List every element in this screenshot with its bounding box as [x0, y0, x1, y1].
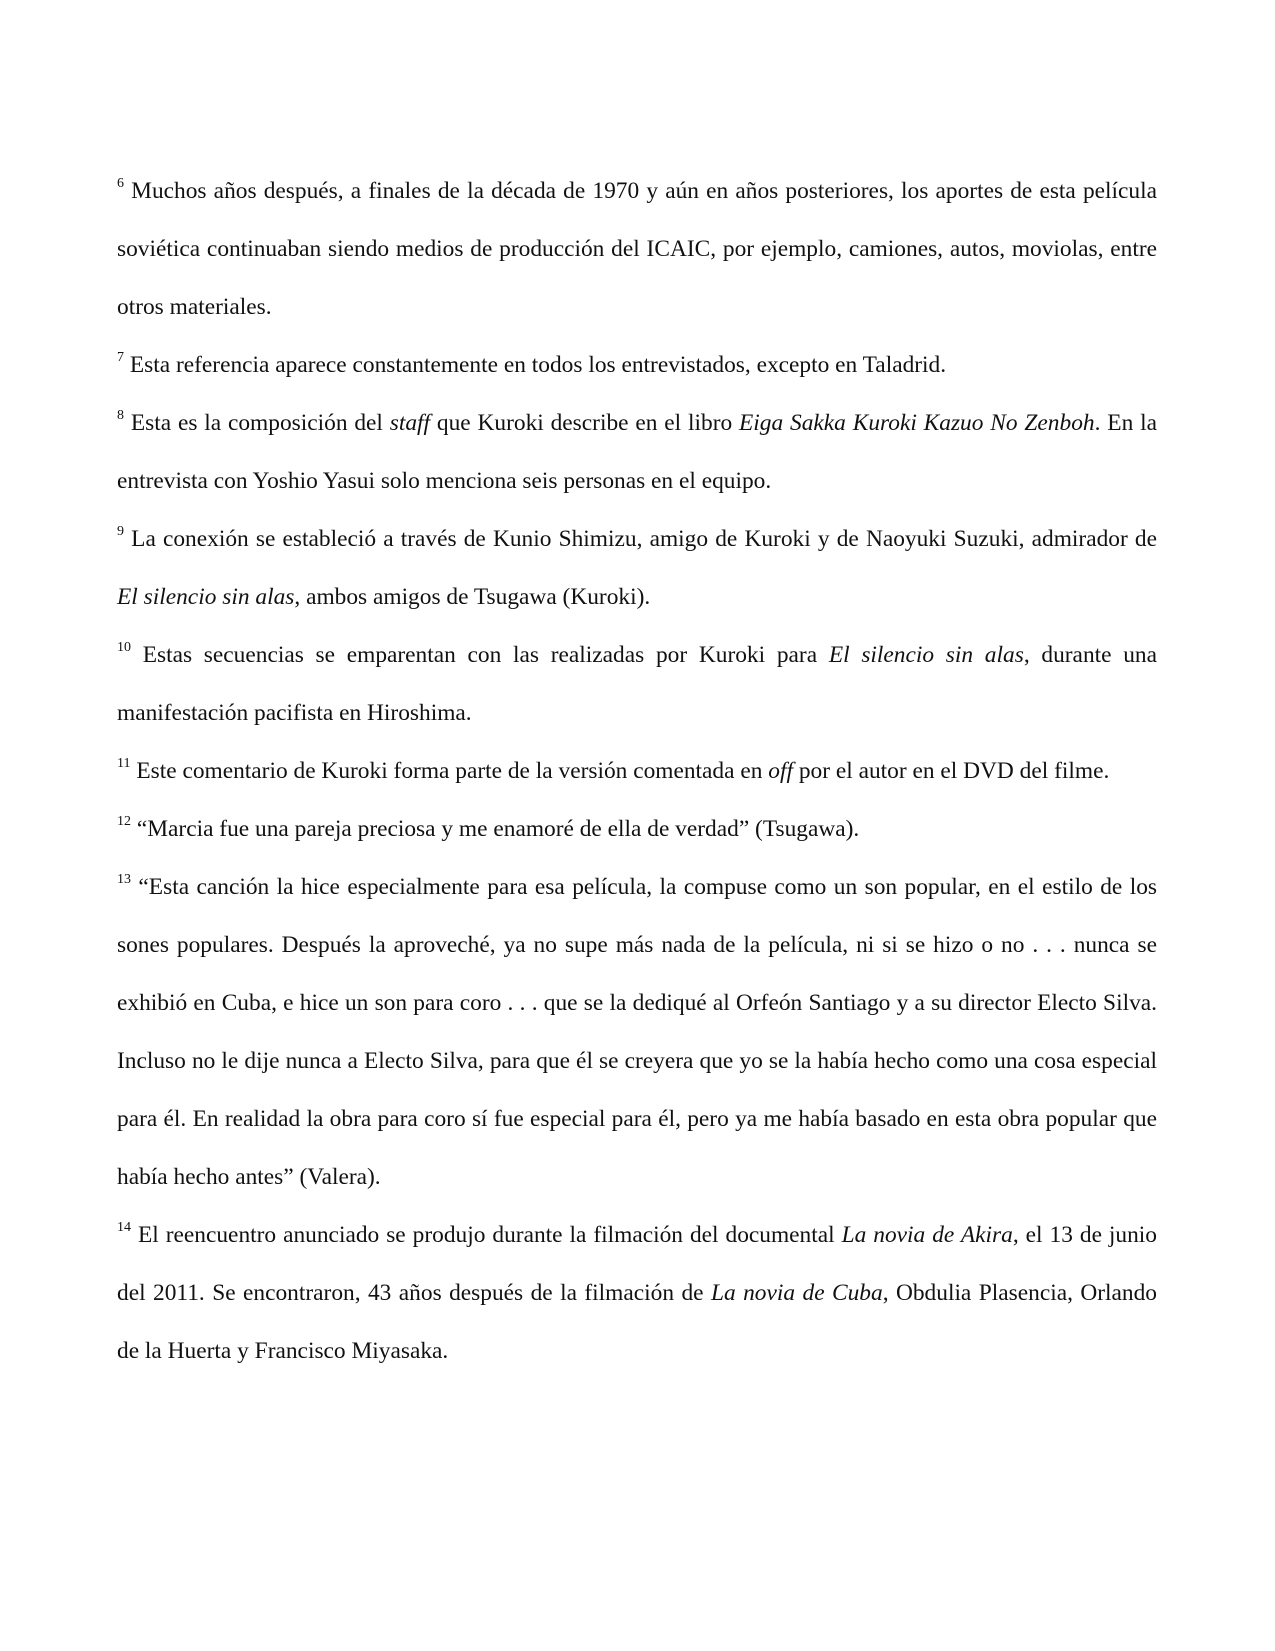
footnote-italic-term: off: [768, 758, 793, 784]
footnote: [117, 336, 1157, 394]
footnote-text: que Kuroki describe en el libro: [430, 410, 740, 436]
footnote-film-title: El silencio sin alas: [828, 642, 1024, 668]
footnote: [117, 858, 1157, 1206]
footnote-text: , Obdulia Plasencia, Orlando de la Huerta y Francisco Miyasaka.: [117, 1280, 1157, 1364]
footnote-text: Esta referencia aparece constantemente en todos los entrevistados, excepto en Taladrid.: [124, 352, 947, 378]
footnote-text: “Marcia fue una pareja preciosa y me enamoré de ella de verdad” (Tsugawa).: [131, 816, 860, 842]
footnote: [117, 394, 1157, 510]
footnote-number: 6: [117, 176, 124, 192]
footnote-book-title: Eiga Sakka Kuroki Kazuo No Zenboh: [739, 410, 1095, 436]
footnote-text: Esta es la composición del: [124, 410, 390, 436]
footnote-text: , ambos amigos de Tsugawa (Kuroki).: [294, 584, 651, 610]
footnote-text: El reencuentro anunciado se produjo durante la filmación del documental: [131, 1222, 842, 1248]
footnote-film-title: La novia de Cuba: [710, 1280, 883, 1306]
footnotes-page: [117, 162, 1157, 1380]
footnote-text: “Esta canción la hice especialmente para esa película, la compuse como un son popular, en el estilo de los sones populares. Después la aproveché, ya no supe más nada de la película, ni si se hizo o no . . . nunca se exhibió en Cuba, e hice un son para coro . . . que se la dediqué al Orfeón Santiago y a su director Electo Silva. Incluso no le dije nunca a Electo Silva, para que él se creyera que yo se la había hecho como una cosa especial para él. En realidad la obra para coro sí fue especial para él, pero ya me había basado en esta obra popular que había hecho antes” (Valera).: [117, 874, 1157, 1190]
footnote-text: Estas secuencias se emparentan con las realizadas por Kuroki para: [131, 642, 829, 668]
footnote: [117, 510, 1157, 626]
footnote: [117, 800, 1157, 858]
footnote-number: 12: [117, 814, 131, 830]
footnote-number: 7: [117, 350, 124, 366]
footnote-text: . En la entrevista con Yoshio Yasui solo menciona seis personas en el equipo.: [117, 410, 1157, 494]
footnote: [117, 1206, 1157, 1380]
footnote-number: 11: [117, 756, 131, 772]
footnote-number: 13: [117, 872, 131, 888]
footnote-text: , durante una manifestación pacifista en Hiroshima.: [117, 642, 1158, 726]
footnote-text: , el 13 de junio del 2011. Se encontraron, 43 años después de la filmación de: [117, 1222, 1158, 1306]
footnote: [117, 162, 1157, 336]
footnote-number: 8: [117, 408, 124, 424]
footnote-text: Este comentario de Kuroki forma parte de la versión comentada en: [130, 758, 769, 784]
footnote-text: Muchos años después, a finales de la década de 1970 y aún en años posteriores, los aportes de esta película soviética continuaban siendo medios de producción del ICAIC, por ejemplo, camiones, autos, moviolas, entre otros materiales.: [117, 178, 1157, 320]
footnote: [117, 742, 1157, 800]
footnote-text: por el autor en el DVD del filme.: [792, 758, 1110, 784]
footnote-film-title: La novia de Akira: [841, 1222, 1013, 1248]
footnote: [117, 626, 1157, 742]
footnote-number: 14: [117, 1220, 131, 1236]
footnote-film-title: El silencio sin alas: [117, 584, 295, 610]
footnote-text: La conexión se estableció a través de Kunio Shimizu, amigo de Kuroki y de Naoyuki Suzuki, admirador de: [124, 526, 1157, 552]
footnote-italic-term: staff: [389, 410, 431, 436]
footnote-number: 9: [117, 524, 124, 540]
footnote-number: 10: [117, 640, 131, 656]
